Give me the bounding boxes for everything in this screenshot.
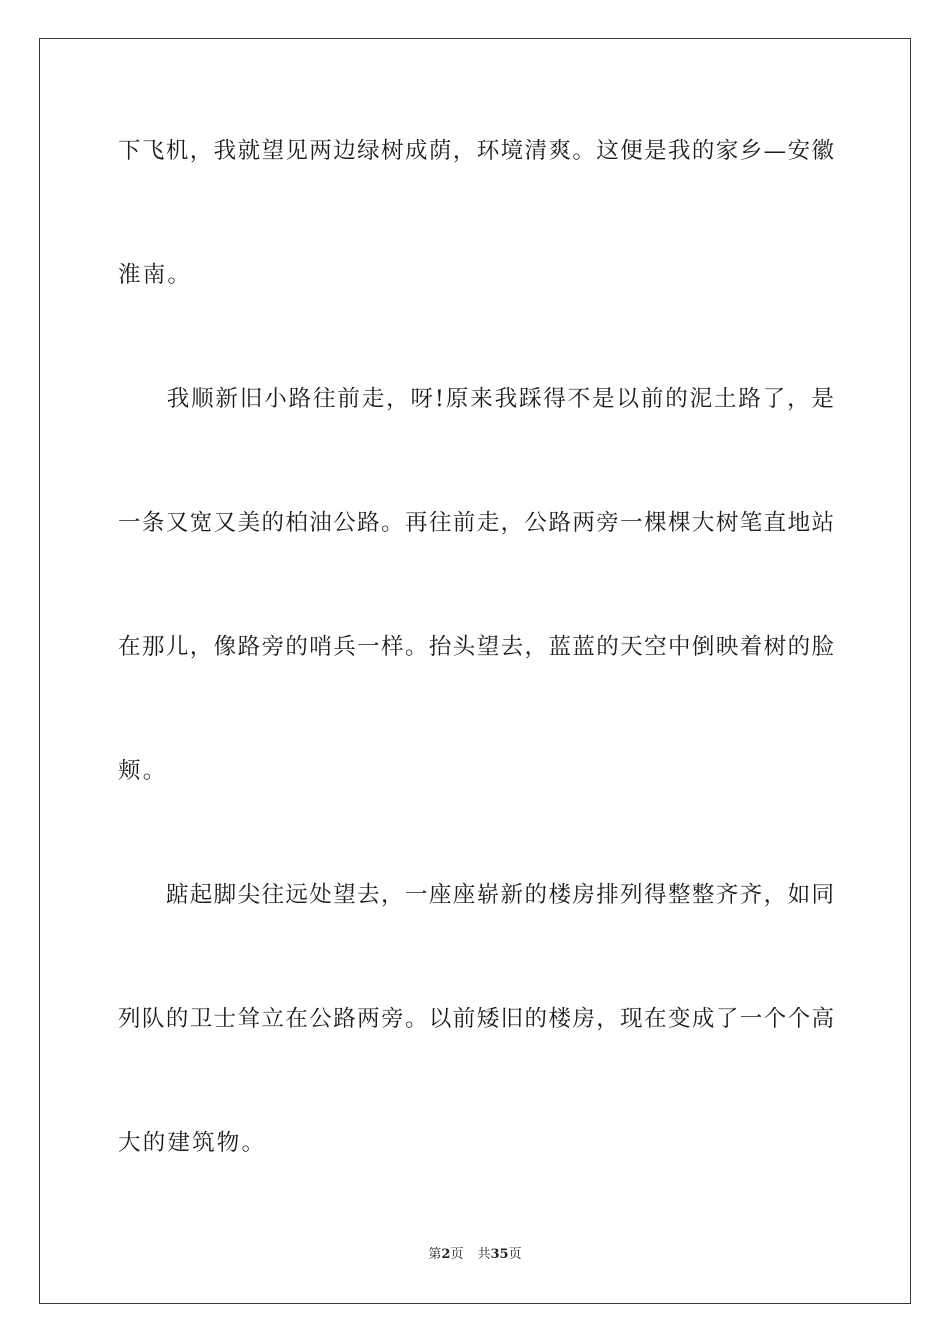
total-suffix: 页 bbox=[508, 1247, 522, 1262]
text-line-8: 列队的卫士耸立在公路两旁。以前矮旧的楼房，现在变成了一个个高 bbox=[118, 1006, 834, 1032]
page-suffix: 页 bbox=[450, 1247, 464, 1262]
text-line-5: 在那儿，像路旁的哨兵一样。抬头望去，蓝蓝的天空中倒映着树的脸 bbox=[118, 634, 834, 660]
text-line-6: 颊。 bbox=[118, 758, 168, 784]
text-line-9: 大的建筑物。 bbox=[118, 1130, 267, 1156]
total-prefix: 共 bbox=[477, 1247, 491, 1262]
text-line-7: 踮起脚尖往远处望去，一座座崭新的楼房排列得整整齐齐，如同 bbox=[118, 882, 834, 908]
page-footer bbox=[0, 1246, 950, 1264]
page-border bbox=[39, 38, 911, 1304]
text-line-1: 下飞机，我就望见两边绿树成荫，环境清爽。这便是我的家乡—安徽 bbox=[118, 138, 834, 164]
text-line-2: 淮南。 bbox=[118, 262, 193, 288]
page-number: 2 bbox=[441, 1247, 451, 1262]
page-prefix: 第 bbox=[428, 1247, 442, 1262]
text-line-3: 我顺新旧小路往前走，呀!原来我踩得不是以前的泥土路了，是 bbox=[118, 386, 834, 412]
text-line-4: 一条又宽又美的柏油公路。再往前走，公路两旁一棵棵大树笔直地站 bbox=[118, 510, 834, 536]
total-pages: 35 bbox=[490, 1247, 509, 1262]
